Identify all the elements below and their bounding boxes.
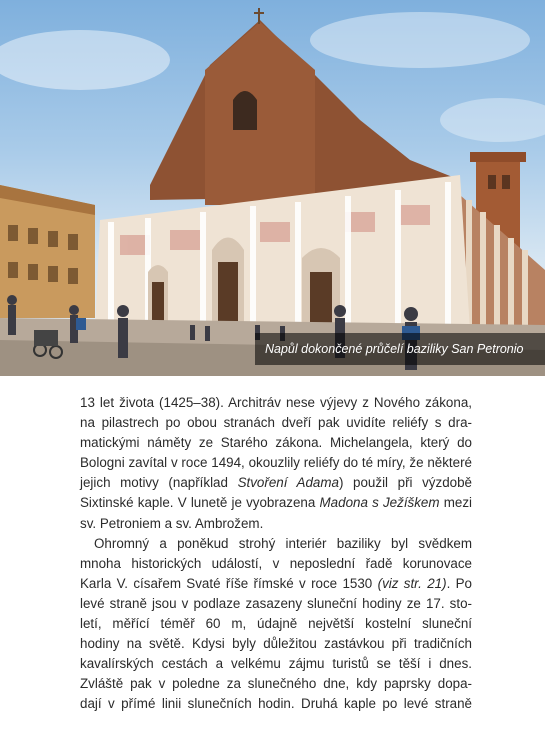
text-run: Sixtinské kaple. V lunetě je vyobrazena (80, 495, 320, 511)
text-line (80, 574, 472, 594)
text-line: Zvláště pak v poledne za slunečného dne, kdy paprsky dopa- (80, 676, 472, 692)
text-line: dají v přímé linii slunečních hodin. Druhá kaple po levé straně (80, 696, 472, 712)
text-line: matickými náměty ze Starého zákona. Michelangela, který do (80, 435, 472, 451)
cross-reference: (viz str. 21) (377, 575, 447, 591)
body-text (80, 393, 472, 715)
text-run: ) použil při výzdobě (338, 475, 472, 491)
text-line: sv. Petroniem a sv. Ambrožem. (80, 515, 264, 531)
text-line: mnoha historických událostí, v neposlední řadě korunovace (80, 555, 472, 571)
text-run: mezi (439, 495, 472, 511)
paragraph-1 (80, 393, 472, 534)
text-line: Ohromný a poněkud strohý interiér baziliky byl svědkem (94, 535, 472, 551)
text-line: hodiny na světě. Kdysi byly důležitou zastávkou při tradičních (80, 636, 472, 652)
text-line (80, 473, 472, 493)
text-line (80, 493, 472, 513)
text-run: Karla V. císařem Svaté říše římské v roce 1530 (80, 575, 378, 591)
text-line: 13 let života (1425–38). Architráv nese výjevy z Nového zákona, (80, 395, 472, 410)
artwork-title: Stvoření Adama (237, 475, 339, 491)
text-line: Bologni zavítal v roce 1494, okouzlily reliéfy do té míry, že některé (80, 455, 472, 471)
text-run: jejich motivy (například (80, 475, 238, 491)
text-line: levé straně jsou v podlaze zasazeny sluneční hodiny ze 17. sto- (80, 595, 472, 611)
paragraph-2 (80, 534, 472, 715)
text-line: kavalírských cestách a velkému zájmu turistů se těší i dnes. (80, 656, 472, 672)
artwork-title: Madona s Ježíškem (319, 495, 440, 511)
text-line: na pilastrech po obou stranách dveří pak uvidíte reliéfy s dra- (80, 415, 472, 431)
photo-caption: Napůl dokončené průčelí baziliky San Petronio (255, 333, 545, 365)
text-run: . Po (446, 575, 472, 591)
text-line: letí, měřící téměř 60 m, údajně největší kostelní sluneční (80, 616, 472, 632)
